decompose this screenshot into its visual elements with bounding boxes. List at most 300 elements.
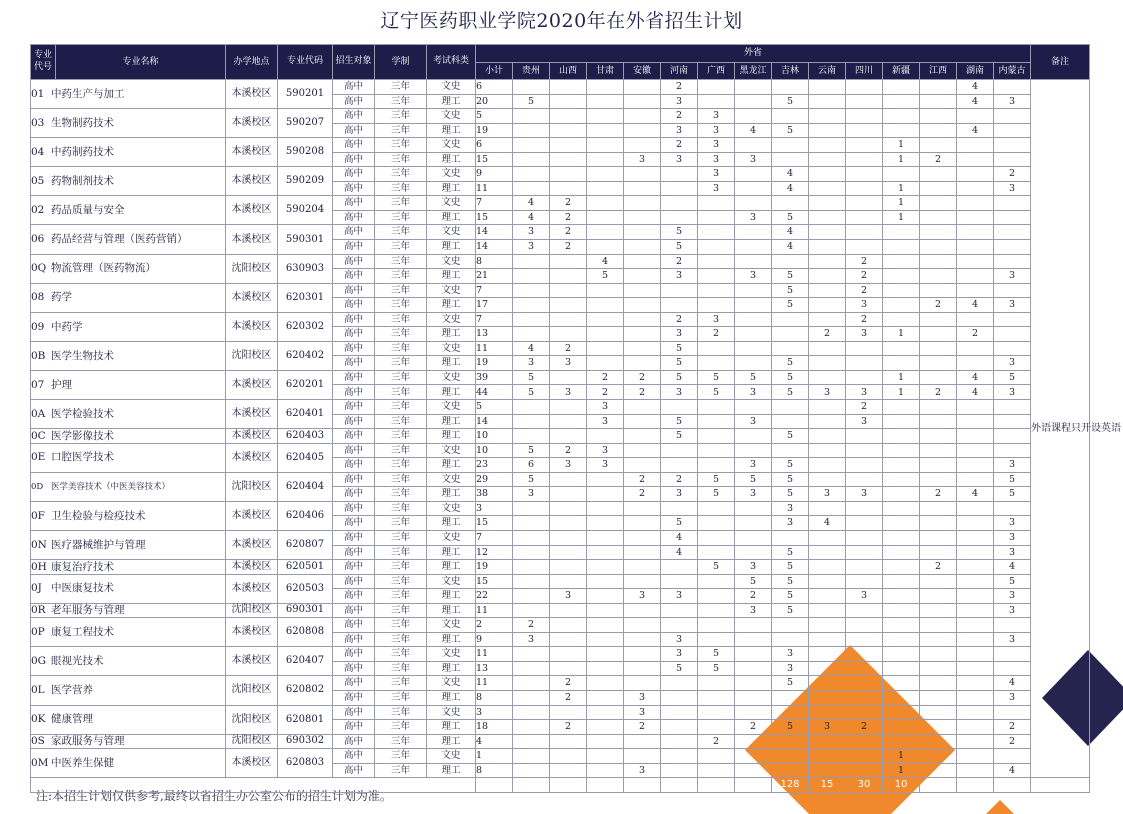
province-cell [957,210,994,225]
subtotal-cell: 3 [476,501,513,516]
province-cell: 3 [994,632,1031,647]
province-cell [550,603,587,618]
subtotal-cell: 12 [476,545,513,560]
province-cell [920,210,957,225]
province-cell: 3 [735,210,772,225]
duration-cell: 三年 [375,763,427,778]
province-cell [624,618,661,633]
major-code: 0S [31,735,45,748]
province-cell [698,574,735,589]
province-cell [883,240,920,255]
total-value: 30 [957,778,994,793]
province-cell [883,720,920,735]
province-cell: 6 [513,458,550,473]
province-cell [698,749,735,764]
target-cell: 高中 [333,312,375,327]
province-cell [550,545,587,560]
table-row [31,254,1090,269]
duration-cell: 三年 [375,210,427,225]
province-cell [550,298,587,313]
table-row [31,429,1090,444]
province-cell [846,530,883,545]
province-cell [846,676,883,691]
major-name-cell [31,501,226,530]
target-cell: 高中 [333,254,375,269]
province-cell [920,196,957,211]
province-cell: 2 [624,385,661,400]
province-cell [698,632,735,647]
province-cell [772,530,809,545]
major-name-cell [31,574,226,603]
subject-cell: 文史 [427,400,476,415]
province-cell [883,443,920,458]
province-cell: 3 [661,589,698,604]
province-cell [513,181,550,196]
subtotal-cell: 11 [476,603,513,618]
subtotal-cell: 11 [476,181,513,196]
province-cell: 3 [994,603,1031,618]
subtotal-cell: 20 [476,94,513,109]
province-cell: 5 [661,240,698,255]
province-cell [809,254,846,269]
province-cell [920,734,957,749]
province-cell: 3 [735,603,772,618]
province-cell [809,589,846,604]
province-cell [846,181,883,196]
province-cell [698,458,735,473]
province-cell [883,690,920,705]
duration-cell: 三年 [375,647,427,662]
province-cell [550,516,587,531]
major-name: 物流管理（医药物流） [51,262,156,275]
subject-cell: 理工 [427,560,476,575]
province-cell: 3 [661,647,698,662]
table-row [31,647,1090,662]
province-cell [809,109,846,124]
major-code: 0N [31,538,47,551]
province-cell [624,661,661,676]
campus-cell: 本溪校区 [226,647,278,676]
province-cell [846,545,883,560]
province-cell [587,720,624,735]
subtotal-cell: 18 [476,720,513,735]
subject-cell: 理工 [427,589,476,604]
province-cell [550,152,587,167]
province-cell [735,356,772,371]
province-cell: 5 [772,429,809,444]
province-cell [883,545,920,560]
province-cell [587,138,624,153]
subtotal-cell: 19 [476,560,513,575]
table-row [31,618,1090,633]
province-cell [698,298,735,313]
province-cell: 4 [772,167,809,182]
province-cell [920,603,957,618]
province-cell [698,618,735,633]
subtotal-cell: 7 [476,312,513,327]
province-cell [587,240,624,255]
province-cell [735,196,772,211]
province-cell: 2 [735,589,772,604]
province-cell [883,661,920,676]
province-cell [957,458,994,473]
province-cell: 5 [772,458,809,473]
subtotal-cell: 13 [476,661,513,676]
province-cell [809,80,846,95]
province-cell: 2 [920,152,957,167]
table-row [31,80,1090,95]
subject-cell: 理工 [427,690,476,705]
subtotal-cell: 7 [476,196,513,211]
duration-cell: 三年 [375,341,427,356]
province-cell [809,545,846,560]
target-cell: 高中 [333,123,375,138]
province-cell: 5 [772,298,809,313]
province-cell: 1 [883,181,920,196]
province-cell [550,312,587,327]
province-cell [846,94,883,109]
province-cell [846,240,883,255]
target-cell: 高中 [333,632,375,647]
province-cell [550,400,587,415]
province-cell [957,589,994,604]
header-location: 办学地点 [226,45,278,80]
duration-cell: 三年 [375,181,427,196]
province-cell: 4 [957,370,994,385]
province-cell [920,720,957,735]
province-cell: 4 [661,530,698,545]
target-cell: 高中 [333,603,375,618]
province-cell [809,501,846,516]
province-cell [809,443,846,458]
province-cell [809,632,846,647]
province-cell [698,603,735,618]
province-cell [587,676,624,691]
campus-cell: 本溪校区 [226,283,278,312]
major-code-cell: 620403 [278,429,333,444]
province-cell: 3 [698,109,735,124]
province-cell: 4 [957,94,994,109]
province-cell: 3 [772,501,809,516]
province-cell [883,632,920,647]
province-cell: 5 [513,385,550,400]
province-cell: 3 [587,400,624,415]
duration-cell: 三年 [375,632,427,647]
subject-cell: 文史 [427,472,476,487]
campus-cell: 本溪校区 [226,109,278,138]
total-value: 648 [476,778,513,793]
major-code: 0F [31,509,45,522]
major-code: 0B [31,349,46,362]
province-cell [624,530,661,545]
province-cell: 5 [735,472,772,487]
province-cell [661,210,698,225]
subject-cell: 文史 [427,749,476,764]
province-cell [587,589,624,604]
province-cell [883,414,920,429]
province-cell [698,690,735,705]
province-cell [513,560,550,575]
province-cell [809,298,846,313]
major-code: 07 [31,378,45,391]
province-cell [846,167,883,182]
province-cell [550,472,587,487]
province-cell [661,400,698,415]
province-cell: 4 [735,123,772,138]
province-cell: 2 [846,720,883,735]
major-code: 0E [31,451,46,464]
table-row [31,574,1090,589]
campus-cell: 本溪校区 [226,501,278,530]
table-row [31,400,1090,415]
province-cell: 4 [994,763,1031,778]
province-cell [994,254,1031,269]
duration-cell: 三年 [375,458,427,473]
major-code: 0P [31,626,45,639]
major-name: 药物制剂技术 [51,175,114,188]
province-cell [587,516,624,531]
table-row [31,530,1090,545]
province-cell [735,254,772,269]
table-row [31,560,1090,575]
province-cell [809,472,846,487]
subtotal-cell: 10 [476,443,513,458]
province-cell [920,400,957,415]
major-code-cell: 620807 [278,530,333,559]
subtotal-cell: 17 [476,298,513,313]
province-cell [846,472,883,487]
province-cell [513,705,550,720]
subtotal-cell: 15 [476,152,513,167]
target-cell: 高中 [333,690,375,705]
province-cell [920,458,957,473]
duration-cell: 三年 [375,109,427,124]
duration-cell: 三年 [375,312,427,327]
province-cell [513,661,550,676]
province-cell: 2 [698,327,735,342]
province-cell [994,109,1031,124]
province-cell [846,152,883,167]
subject-cell: 文史 [427,167,476,182]
duration-cell: 三年 [375,298,427,313]
header-province: 小计 [476,63,513,80]
province-cell [957,283,994,298]
province-cell: 5 [661,429,698,444]
table-row [31,341,1090,356]
province-cell: 2 [920,487,957,502]
major-code: 01 [31,87,45,100]
province-cell [661,676,698,691]
province-cell: 3 [587,414,624,429]
province-cell: 3 [661,123,698,138]
major-code: 0D [31,481,44,492]
campus-cell: 沈阳校区 [226,705,278,734]
province-cell [920,341,957,356]
province-cell [772,80,809,95]
province-cell [957,574,994,589]
province-cell [735,516,772,531]
enrollment-plan-table [30,44,1122,793]
duration-cell: 三年 [375,400,427,415]
province-cell: 3 [550,356,587,371]
major-name-cell [31,705,226,734]
province-cell [624,181,661,196]
province-cell: 3 [550,385,587,400]
subject-cell: 文史 [427,574,476,589]
province-cell: 3 [994,94,1031,109]
province-cell: 3 [994,298,1031,313]
province-cell [920,530,957,545]
duration-cell: 三年 [375,749,427,764]
province-cell: 4 [661,545,698,560]
province-cell [624,123,661,138]
province-cell: 2 [550,676,587,691]
campus-cell: 本溪校区 [226,312,278,341]
province-cell: 4 [513,341,550,356]
province-cell [550,254,587,269]
major-name-cell [31,400,226,429]
province-cell [920,589,957,604]
province-cell: 3 [735,414,772,429]
target-cell: 高中 [333,370,375,385]
province-cell: 5 [772,487,809,502]
subject-cell: 文史 [427,196,476,211]
province-cell: 3 [513,225,550,240]
major-name-cell [31,443,226,472]
target-cell: 高中 [333,516,375,531]
province-cell: 2 [957,327,994,342]
table-row [31,138,1090,153]
footnote: 注:本招生计划仅供参考,最终以省招生办公室公布的招生计划为准。 [36,789,392,803]
major-name-cell [31,312,226,341]
province-cell [846,734,883,749]
subtotal-cell: 11 [476,647,513,662]
province-cell [587,341,624,356]
province-cell [809,370,846,385]
province-cell [920,225,957,240]
province-cell: 4 [957,123,994,138]
province-cell: 2 [661,80,698,95]
province-cell [587,690,624,705]
subtotal-cell: 1 [476,749,513,764]
total-value: 60 [698,778,735,793]
table-row [31,109,1090,124]
province-cell [772,414,809,429]
province-cell [957,647,994,662]
province-cell: 2 [550,720,587,735]
province-cell [513,574,550,589]
target-cell: 高中 [333,618,375,633]
subtotal-cell: 5 [476,400,513,415]
header-province: 甘肃 [587,63,624,80]
province-cell: 3 [735,385,772,400]
header-province: 湖南 [957,63,994,80]
table-row [31,167,1090,182]
province-cell [513,589,550,604]
province-cell: 3 [698,123,735,138]
duration-cell: 三年 [375,327,427,342]
province-cell [809,181,846,196]
province-cell [883,458,920,473]
duration-cell: 三年 [375,152,427,167]
province-cell [735,676,772,691]
major-code-cell: 620808 [278,618,333,647]
subtotal-cell: 13 [476,327,513,342]
target-cell: 高中 [333,749,375,764]
province-cell [661,749,698,764]
province-cell [587,298,624,313]
subject-cell: 理工 [427,356,476,371]
province-cell [957,632,994,647]
major-code: 0G [31,655,47,668]
major-code-cell: 620803 [278,749,333,778]
major-name: 卫生检验与检疫技术 [51,509,146,522]
province-cell [735,734,772,749]
major-name: 护理 [51,378,72,391]
province-cell [809,705,846,720]
header-province: 内蒙古 [994,63,1031,80]
major-name-cell [31,647,226,676]
province-cell [957,356,994,371]
major-code-cell: 620404 [278,472,333,501]
province-cell [550,429,587,444]
major-code-cell: 590209 [278,167,333,196]
target-cell: 高中 [333,196,375,211]
province-cell [994,225,1031,240]
province-cell [587,487,624,502]
major-code-cell: 620405 [278,443,333,472]
province-cell [920,705,957,720]
province-cell [957,661,994,676]
province-cell [772,312,809,327]
province-cell: 4 [994,676,1031,691]
subtotal-cell: 44 [476,385,513,400]
major-code: 02 [31,204,45,217]
province-cell [735,94,772,109]
province-cell [772,749,809,764]
duration-cell: 三年 [375,676,427,691]
target-cell: 高中 [333,705,375,720]
province-cell: 5 [661,414,698,429]
province-cell [957,400,994,415]
subject-cell: 理工 [427,181,476,196]
province-cell: 2 [624,487,661,502]
major-name: 药品经营与管理（医药营销） [51,233,188,246]
header-province: 江西 [920,63,957,80]
subject-cell: 文史 [427,312,476,327]
province-cell: 1 [883,138,920,153]
province-cell [883,560,920,575]
province-cell: 5 [698,560,735,575]
major-code-cell: 690302 [278,734,333,749]
province-cell: 3 [624,152,661,167]
province-cell [957,763,994,778]
duration-cell: 三年 [375,240,427,255]
major-name-cell [31,530,226,559]
campus-cell: 本溪校区 [226,530,278,559]
subtotal-cell: 7 [476,283,513,298]
target-cell: 高中 [333,94,375,109]
subtotal-cell: 6 [476,80,513,95]
duration-cell: 三年 [375,80,427,95]
province-cell [587,661,624,676]
province-cell: 2 [550,341,587,356]
province-cell [735,661,772,676]
province-cell [957,705,994,720]
province-cell [624,94,661,109]
province-cell: 3 [698,167,735,182]
major-code: 0K [31,713,46,726]
